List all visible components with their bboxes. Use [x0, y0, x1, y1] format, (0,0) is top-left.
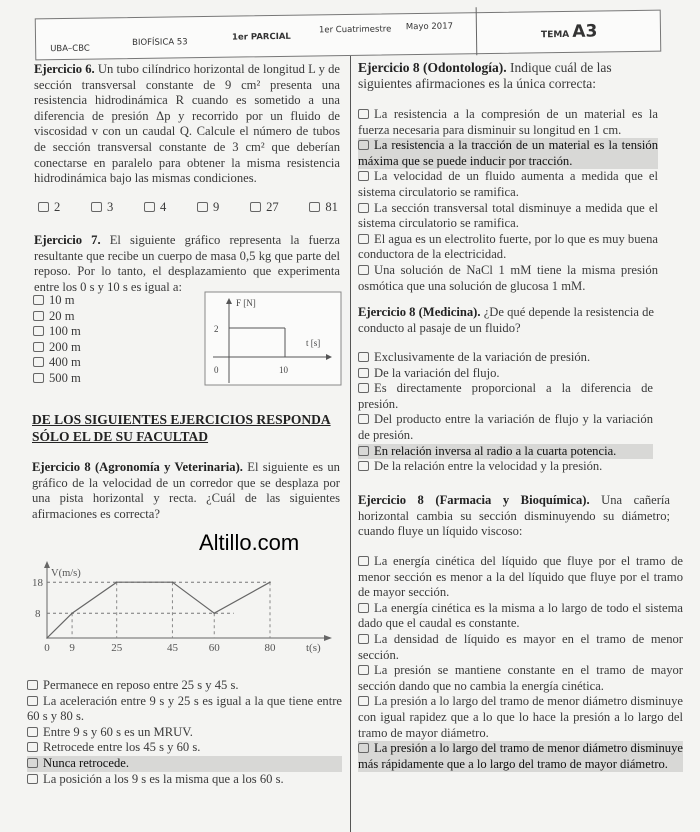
option-label: 10 m: [49, 293, 75, 307]
option-label: 9: [213, 200, 220, 214]
option-label: La presión a lo largo del tramo de menor diámetro disminuye con igual rapidez que a lo que lo hace la presión a lo largo del tramo de mayor diámetro.: [358, 694, 683, 740]
option-label: 500 m: [49, 370, 81, 385]
answer-option[interactable]: [358, 169, 658, 200]
option-label: La presión se mantiene constante en el tramo de mayor sección dando que no cambia la energía cinética.: [358, 663, 683, 693]
exam-name: 1er PARCIAL: [231, 31, 291, 43]
answer-option[interactable]: [358, 366, 653, 382]
option-label: La energía cinética es la misma a lo largo de todo el sistema dado que el caudal es constante.: [358, 600, 683, 631]
answer-option[interactable]: [358, 459, 653, 475]
option-label: Exclusivamente de la variación de presión.: [374, 350, 591, 364]
exercise-title: Ejercicio 8 (Odontología).: [358, 60, 507, 75]
answer-option[interactable]: [358, 263, 658, 294]
exercise-text: El siguiente es un gráfico de la velocidad de un corredor que se desplaza por una pista horizontal y recta. ¿Cuál de las siguientes afirmaciones es correcta?: [32, 460, 340, 521]
answer-option[interactable]: [27, 756, 342, 772]
checkbox-icon[interactable]: [358, 414, 369, 424]
exercise-title: Ejercicio 8 (Medicina).: [358, 305, 481, 319]
option-label: La presión a lo largo del tramo de menor diámetro disminuye más rápidamente que a lo largo del tramo de mayor diámetro.: [358, 741, 683, 771]
x-axis-label: t(s): [306, 642, 321, 654]
answer-option[interactable]: [358, 107, 658, 138]
option-label: Retrocede entre los 45 s y 60 s.: [43, 740, 201, 755]
answer-option[interactable]: [358, 232, 658, 263]
x-axis-arrow-icon: [324, 635, 332, 641]
checkbox-icon[interactable]: [27, 727, 38, 737]
exercise-title: Ejercicio 8 (Farmacia y Bioquímica).: [358, 493, 590, 507]
y-tick-label: 18: [32, 577, 43, 590]
answer-option[interactable]: [27, 740, 342, 756]
checkbox-icon[interactable]: [27, 758, 38, 768]
option-label: Entre 9 s y 60 s es un MRUV.: [43, 724, 193, 739]
answer-option[interactable]: [358, 554, 683, 601]
exercise-8-farmacia: [358, 493, 670, 540]
option-label: La velocidad de un fluido aumenta a medida que el sistema circulatorio se ramifica.: [358, 169, 658, 199]
checkbox-icon[interactable]: [358, 234, 369, 244]
x-tick-label: 9: [69, 642, 75, 654]
option-label: La aceleración entre 9 s y 25 s es igual a la que tiene entre 60 s y 80 s.: [27, 693, 342, 724]
checkbox-icon[interactable]: [358, 634, 369, 644]
answer-option[interactable]: [358, 350, 653, 366]
velocity-point: [71, 612, 73, 614]
chart-frame: [205, 292, 341, 385]
answer-option[interactable]: [27, 694, 342, 725]
option-label: En relación inversa al radio a la cuarta potencia.: [374, 443, 617, 458]
tema-code: A3: [572, 21, 598, 42]
checkbox-icon[interactable]: [27, 680, 38, 690]
exercise-text: ¿De qué depende la resistencia de conducto al pasaje de un fluido?: [358, 305, 654, 335]
term: 1er Cuatrimestre: [318, 24, 392, 36]
option-label: De la variación del flujo.: [374, 365, 500, 380]
exercise-title: Ejercicio 8 (Agronomía y Veterinaria).: [32, 460, 243, 474]
answer-option[interactable]: [358, 412, 653, 443]
option-label: La energía cinética del líquido que fluye por el tramo de menor sección es menor a la del líquido que fluye por el tramo de mayor sección.: [358, 554, 683, 600]
checkbox-icon[interactable]: [358, 383, 369, 393]
answer-option[interactable]: [358, 663, 683, 694]
checkbox-icon[interactable]: [358, 446, 369, 456]
answer-option[interactable]: [358, 601, 683, 632]
x-axis-label: t [s]: [306, 338, 321, 348]
option-label: 4: [160, 200, 167, 214]
answer-option[interactable]: [27, 725, 342, 741]
checkbox-icon[interactable]: [358, 665, 369, 675]
option-label: De la relación entre la velocidad y la presión.: [374, 459, 603, 474]
option-label: La resistencia a la tracción de un material es la tensión máxima que se puede inducir por tracción.: [358, 138, 658, 168]
checkbox-icon[interactable]: [358, 140, 369, 150]
velocity-point: [46, 637, 48, 639]
velocity-point: [172, 581, 174, 583]
checkbox-icon[interactable]: [358, 368, 369, 378]
option-label: 3: [107, 200, 114, 214]
option-label: El agua es un electrolito fuerte, por lo que es muy buena conductora de la electricidad.: [358, 231, 658, 262]
answer-option[interactable]: [358, 444, 653, 460]
course: BIOFÍSICA 53: [132, 37, 188, 49]
checkbox-icon[interactable]: [358, 203, 369, 213]
exercise-8-medicina: [358, 305, 660, 336]
x-tick-label: 0: [214, 365, 219, 375]
option-label: 400 m: [49, 355, 81, 370]
velocity-point: [269, 581, 271, 583]
option-label: 2: [54, 200, 61, 214]
checkbox-icon[interactable]: [27, 742, 38, 752]
answer-option[interactable]: [358, 741, 683, 772]
date: Mayo 2017: [405, 21, 454, 33]
tema-label: TEMA: [540, 29, 570, 41]
option-label: Es directamente proporcional a la diferencia de presión.: [358, 381, 653, 411]
x-tick-label: 80: [264, 642, 276, 654]
watermark: Altillo.com: [199, 530, 300, 555]
exercise-text: Una cañería horizontal cambia su sección disminuyendo su diámetro; cuando fluye un líquido viscoso:: [358, 493, 670, 539]
exercise-text: Un tubo cilíndrico horizontal de longitud L y de sección transversal constante de 9 cm² presenta una resistencia hidrodinámica R cuando es sometido a una diferencia de presión Δp y recorrido por un fluido de viscosidad v con un caudal Q. Calcule el número de tubos de sección transversal constante de 3 cm² que deberían conectarse en paralelo para obtener la misma resistencia hidrodinámica bajo las mismas condiciones.: [34, 62, 340, 186]
exercise-8-agronomia-options: [27, 678, 342, 787]
x-tick-label: 0: [44, 642, 50, 654]
checkbox-icon[interactable]: [27, 774, 38, 784]
velocity-series-line: [47, 582, 270, 638]
answer-option[interactable]: [358, 381, 653, 412]
y-axis-arrow-icon: [44, 561, 50, 568]
checkbox-icon[interactable]: [27, 696, 38, 706]
answer-option[interactable]: [358, 694, 683, 741]
option-label: 200 m: [49, 339, 81, 354]
exercise-8-farmacia-options: [358, 554, 683, 772]
checkbox-icon[interactable]: [358, 265, 369, 275]
exercise-text: Indique cuál de las siguientes afirmaciones es la única correcta:: [358, 60, 612, 91]
institution: UBA–CBC: [50, 43, 90, 55]
option-label: 27: [266, 200, 279, 214]
y-axis-label: V(m/s): [51, 568, 81, 579]
option-label: La sección transversal total disminuye a medida que el sistema circulatorio se ramifica.: [358, 200, 658, 231]
answer-option[interactable]: [358, 201, 658, 232]
checkbox-icon[interactable]: [358, 171, 369, 181]
exercise-8-odontologia-options: [358, 107, 658, 294]
option-label: Nunca retrocede.: [43, 755, 130, 770]
exercise-8-agronomia: [32, 460, 340, 522]
exercise-8-medicina-options: [358, 350, 653, 475]
option-label: La resistencia a la compresión de un material es la fuerza necesaria para disminuir su longitud en 1 cm.: [358, 107, 658, 137]
y-axis-label: F [N]: [236, 298, 256, 308]
x-tick-label: 60: [208, 642, 220, 654]
velocity-point: [116, 581, 118, 583]
x-tick-label: 10: [279, 365, 288, 375]
checkbox-icon[interactable]: [358, 696, 369, 706]
y-tick-label: 2: [214, 324, 219, 334]
answer-option[interactable]: [27, 772, 342, 788]
checkbox-icon[interactable]: [358, 461, 369, 471]
option-label: Permanece en reposo entre 25 s y 45 s.: [43, 678, 239, 692]
checkbox-icon[interactable]: [358, 556, 369, 566]
checkbox-icon[interactable]: [358, 603, 369, 613]
answer-option[interactable]: [358, 138, 658, 169]
option-label: Una solución de NaCl 1 mM tiene la misma presión osmótica que una solución de glucosa 1 mM.: [358, 262, 658, 293]
x-tick-label: 45: [166, 642, 178, 654]
option-label: La densidad de líquido es mayor en el tramo de menor sección.: [358, 631, 683, 662]
x-tick-label: 25: [111, 642, 123, 654]
exercise-8-odontologia: [358, 60, 658, 92]
answer-option[interactable]: [358, 632, 683, 663]
checkbox-icon[interactable]: [358, 352, 369, 362]
velocity-point: [213, 612, 215, 614]
checkbox-icon[interactable]: [358, 109, 369, 119]
section-heading: DE LOS SIGUIENTES EJERCICIOS RESPONDA SÓLO EL DE SU FACULTAD: [32, 412, 331, 444]
option-label: 20 m: [49, 308, 75, 323]
exercise-text: El siguiente gráfico representa la fuerza resultante que recibe un cuerpo de masa 0,5 kg que parte del reposo. Por lo tanto, el desplazamiento que experimenta entre los 0 s y 10 s es igual a:: [34, 233, 340, 294]
exercise-title: Ejercicio 6.: [34, 62, 95, 76]
answer-option[interactable]: [27, 678, 342, 694]
option-label: 100 m: [49, 324, 81, 339]
exercise-title: Ejercicio 7.: [34, 233, 101, 247]
checkbox-icon[interactable]: [358, 743, 369, 753]
option-label: La posición a los 9 s es la misma que a los 60 s.: [43, 771, 284, 786]
option-label: Del producto entre la variación de flujo y la variación de presión.: [358, 412, 653, 442]
option-label: 81: [325, 200, 338, 214]
y-tick-label: 8: [35, 608, 41, 621]
